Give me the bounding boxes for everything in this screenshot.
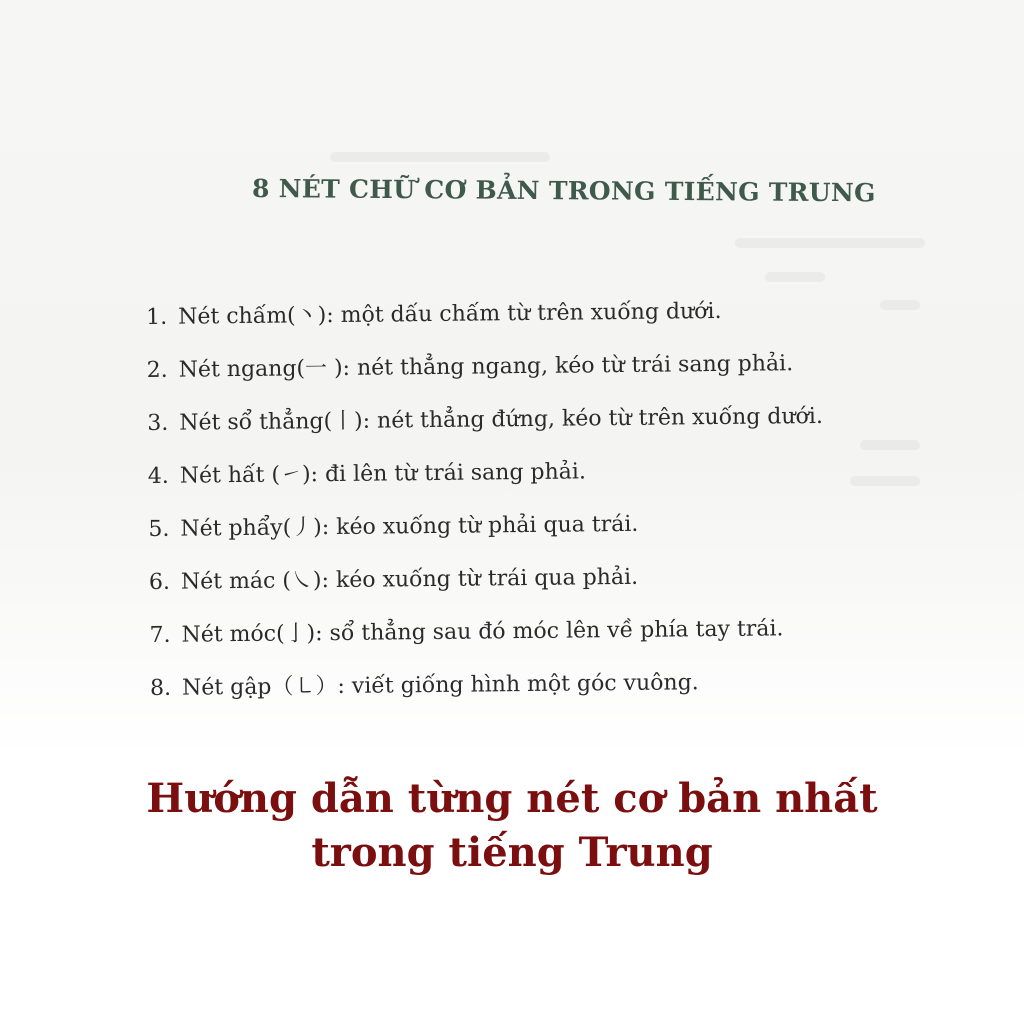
show-through-mark: [850, 476, 920, 486]
show-through-mark: [330, 152, 550, 162]
item-text: Nét hất (㇀): đi lên từ trái sang phải.: [179, 459, 587, 489]
item-text: Nét móc(亅): sổ thẳng sau đó móc lên về phía tay trái.: [181, 616, 784, 648]
show-through-mark: [765, 272, 825, 282]
list-item: [147, 346, 823, 406]
item-number: 5.: [148, 516, 170, 542]
list-item: [148, 452, 824, 512]
item-text: Nét phẩy(丿): kéo xuống từ phải qua trái.: [180, 511, 639, 542]
item-number: 1.: [146, 304, 168, 330]
item-text: Nét gập（㇄）: viết giống hình một góc vuông.: [181, 670, 699, 701]
item-text: Nét ngang(一 ): nét thẳng ngang, kéo từ trái sang phải.: [178, 351, 794, 383]
list-item: [149, 558, 825, 618]
item-number: 7.: [149, 622, 171, 648]
show-through-mark: [860, 440, 920, 450]
caption-line-2: trong tiếng Trung: [311, 829, 713, 876]
caption-title: [0, 772, 1024, 880]
show-through-mark: [880, 300, 920, 310]
list-item: [148, 505, 824, 565]
list-item: [146, 293, 822, 353]
stroke-list: [146, 293, 826, 724]
show-through-mark: [735, 238, 925, 248]
item-text: Nét sổ thẳng(丨): nét thẳng đứng, kéo từ trên xuống dưới.: [179, 403, 824, 436]
item-number: 6.: [148, 569, 171, 595]
item-number: 3.: [147, 410, 169, 436]
caption-line-1: Hướng dẫn từng nét cơ bản nhất: [146, 775, 878, 822]
item-number: 8.: [149, 675, 172, 701]
section-heading: 8 NÉT CHỮ CƠ BẢN TRONG TIẾNG TRUNG: [251, 174, 876, 208]
item-number: 2.: [146, 357, 168, 383]
list-item: [149, 611, 825, 671]
list-item: [147, 399, 823, 459]
list-item: [150, 664, 826, 724]
item-text: Nét mác (㇏): kéo xuống từ trái qua phải.: [180, 564, 639, 595]
item-text: Nét chấm(丶): một dấu chấm từ trên xuống dưới.: [178, 298, 722, 330]
item-number: 4.: [147, 463, 169, 489]
